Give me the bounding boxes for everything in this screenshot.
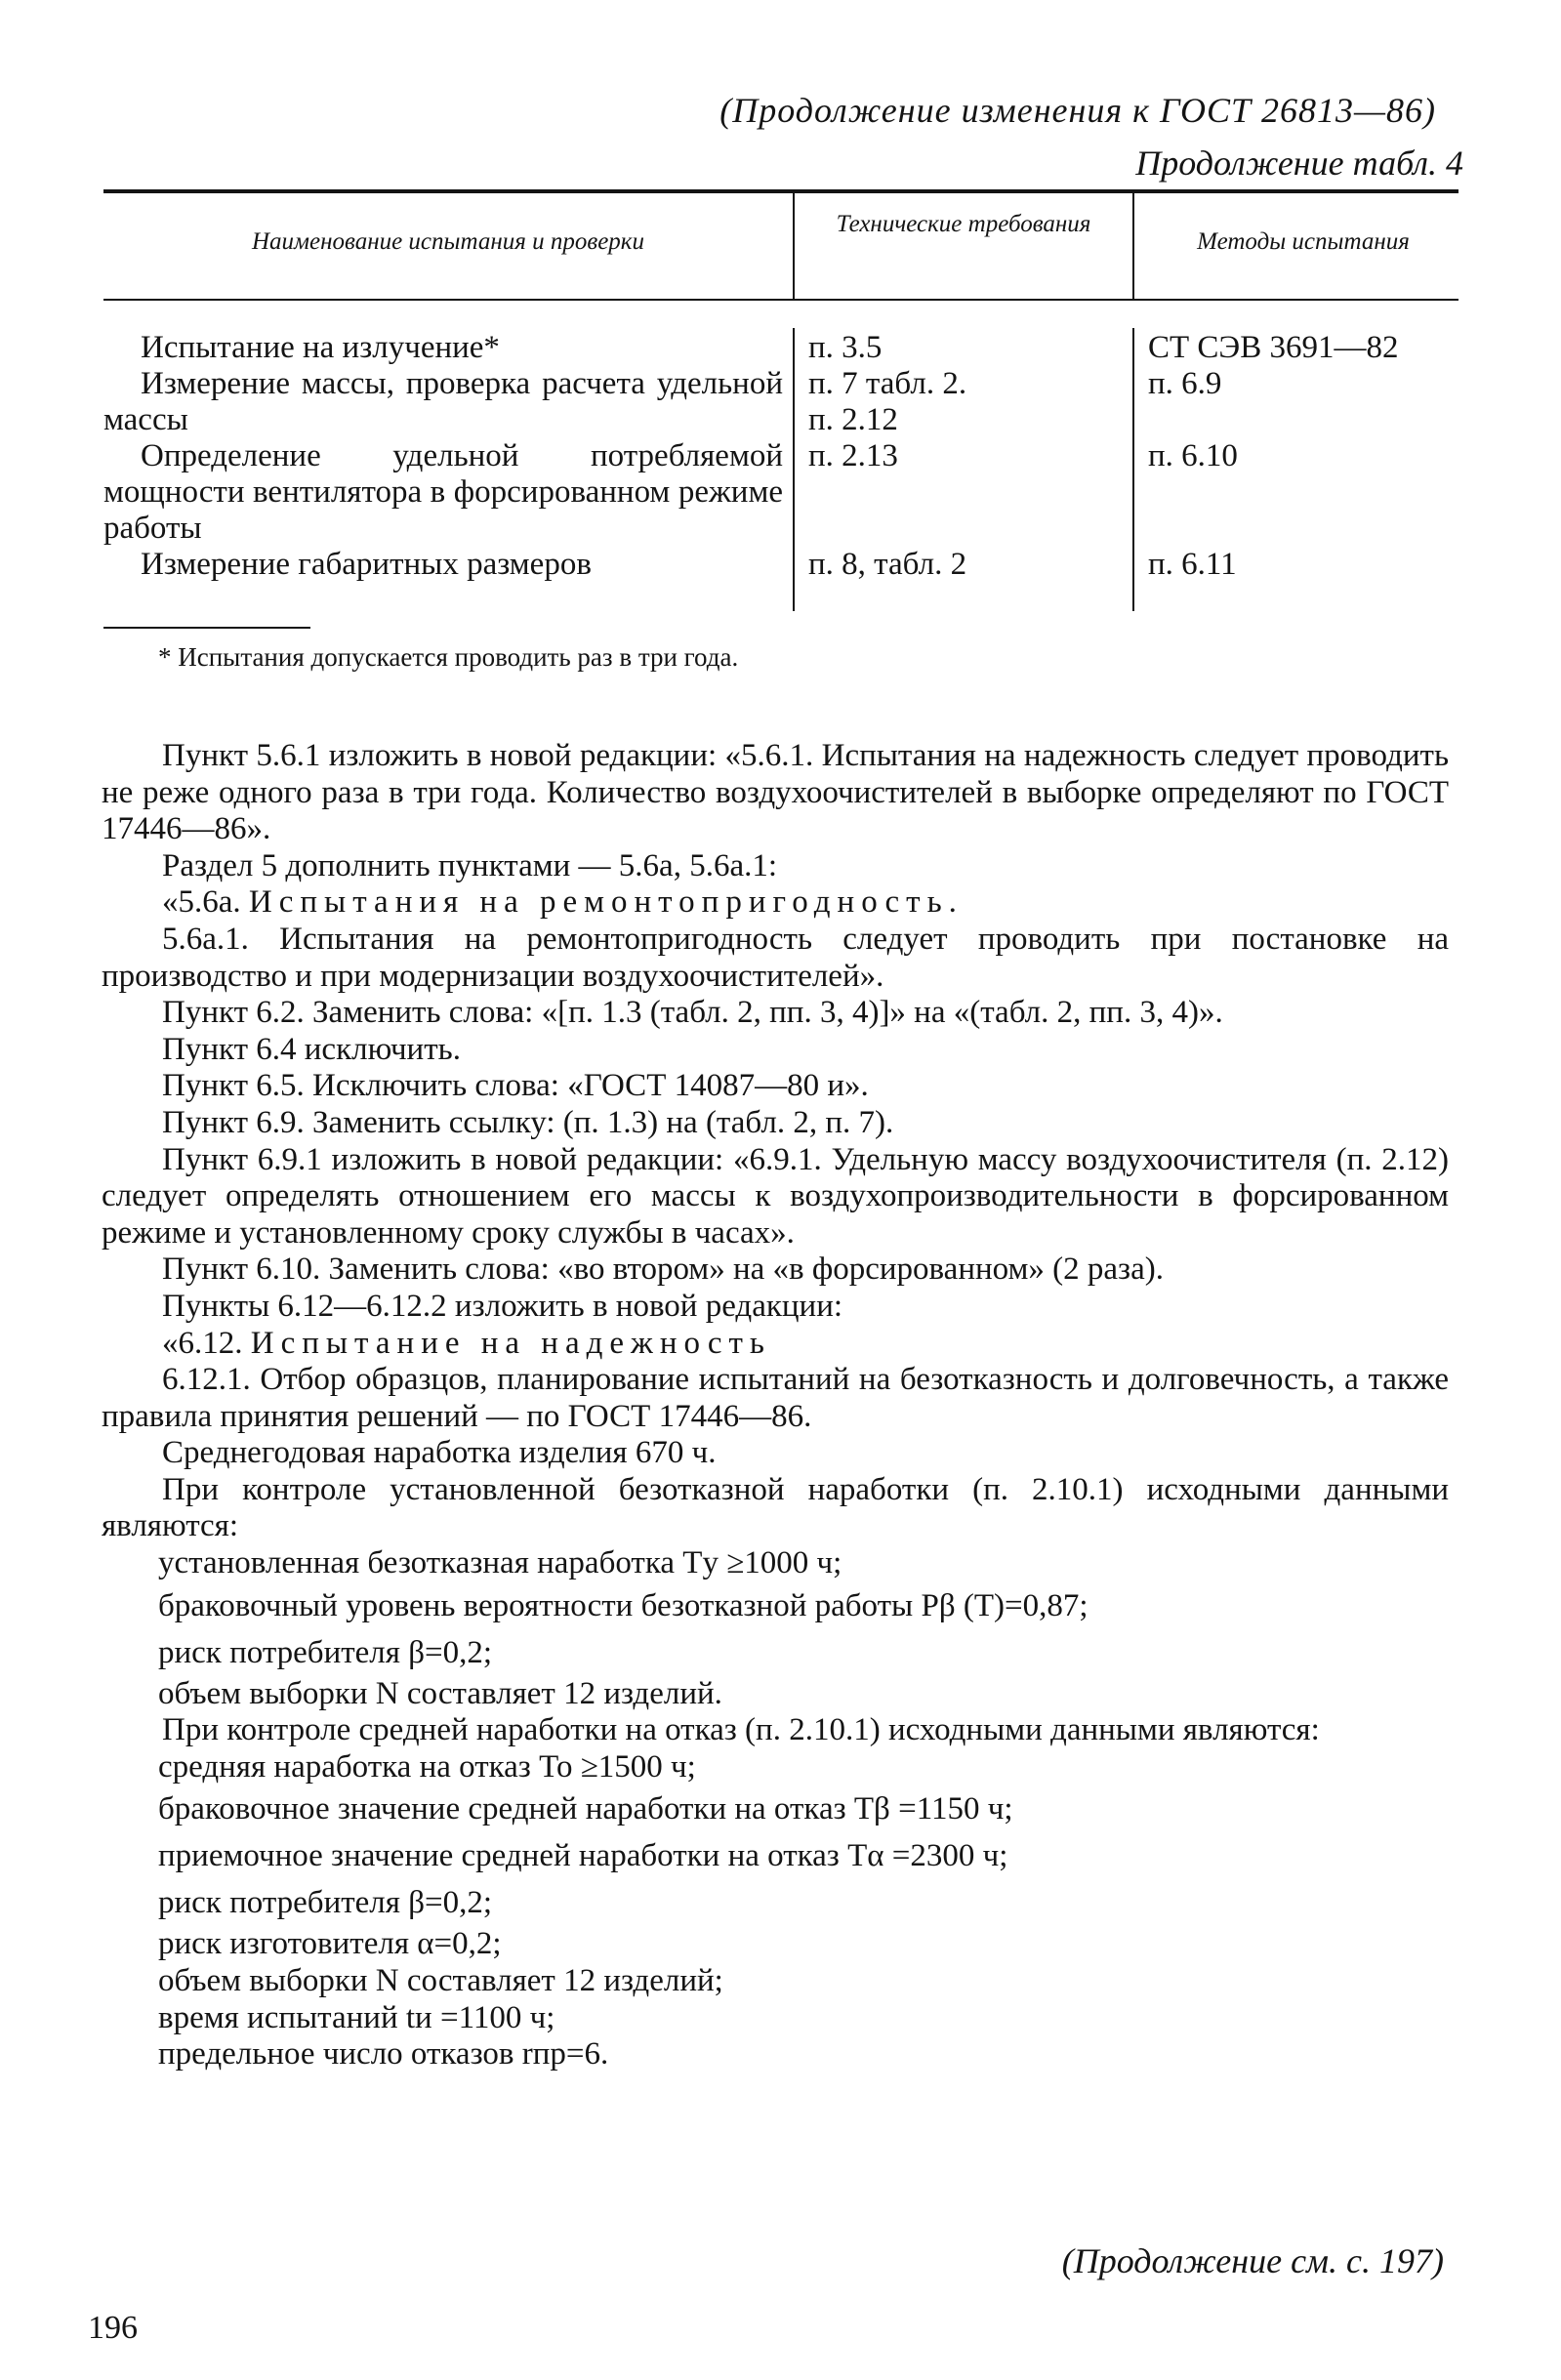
paragraph: При контроле средней наработки на отказ (п. 2.10.1) исходными данными являются:: [162, 1712, 1320, 1748]
table-row-requirement: п. 7 табл. 2.: [808, 366, 967, 401]
change-continuation-header: (Продолжение изменения к ГОСТ 26813—86): [719, 91, 1436, 130]
table-row-name: Измерение массы, проверка расчета удельной массы: [103, 366, 783, 437]
paragraph: Пункт 6.10. Заменить слова: «во втором» на «в форсированном» (2 раза).: [162, 1252, 1164, 1288]
table-row-name: Определение удельной потребляемой мощности вентилятора в форсированном режиме работы: [103, 438, 783, 546]
list-item: объем выборки N составляет 12 изделий;: [158, 1963, 723, 1999]
table-column-divider: [793, 189, 795, 299]
list-item: риск изготовителя α=0,2;: [158, 1926, 502, 1962]
list-item: браковочное значение средней наработки на отказ Tβ =1150 ч;: [158, 1791, 1013, 1827]
table-header-rule: [103, 299, 1458, 301]
next-page-continuation: (Продолжение см. с. 197): [1061, 2241, 1444, 2280]
list-item: приемочное значение средней наработки на отказ Tα =2300 ч;: [158, 1838, 1008, 1874]
paragraph: При контроле установленной безотказной наработки (п. 2.10.1) исходными данными являются:: [102, 1471, 1449, 1544]
table-continuation-label: Продолжение табл. 4: [1135, 144, 1463, 183]
table-footnote: * Испытания допускается проводить раз в три года.: [158, 642, 739, 672]
list-item: браковочный уровень вероятности безотказной работы Pβ (T)=0,87;: [158, 1587, 1089, 1623]
section-heading: [102, 1326, 1449, 1363]
paragraph: Раздел 5 дополнить пунктами — 5.6а, 5.6а.1:: [162, 847, 778, 883]
table-row-method: п. 6.10: [1148, 438, 1238, 473]
paragraph: 5.6а.1. Испытания на ремонтопригодность следует проводить при постановке на производство и при модернизации воздухоочистителей».: [102, 921, 1449, 994]
list-item: объем выборки N составляет 12 изделий.: [158, 1675, 722, 1711]
footnote-rule: [103, 627, 310, 629]
table-column-divider: [1132, 189, 1134, 299]
table-name-column: [103, 330, 783, 583]
section-heading: [102, 884, 1449, 922]
paragraph: Пункт 6.5. Исключить слова: «ГОСТ 14087—80 и».: [162, 1068, 869, 1104]
paragraph: Пункт 6.9. Заменить ссылку: (п. 1.3) на (табл. 2, п. 7).: [162, 1104, 894, 1140]
list-item: средняя наработка на отказ To ≥1500 ч;: [158, 1748, 696, 1785]
paragraph: Пункт 5.6.1 изложить в новой редакции: «5.6.1. Испытания на надежность следует проводить не реже одного раза в три года. Количество воздухоочистителей в выборке определяют по ГОСТ 17446—86».: [102, 738, 1449, 847]
table-row-name: Испытание на излучение*: [141, 330, 500, 365]
table-row-method: п. 6.11: [1148, 547, 1237, 582]
table-row-method: СТ СЭВ 3691—82: [1148, 330, 1399, 365]
list-item: риск потребителя β=0,2;: [158, 1885, 493, 1921]
table-header-methods: Методы испытания: [1197, 228, 1410, 255]
section-number: «6.12.: [162, 1325, 243, 1361]
table-column-divider: [793, 328, 795, 611]
paragraph: Пункт 6.4 исключить.: [162, 1031, 461, 1067]
paragraph: Пункт 6.2. Заменить слова: «[п. 1.3 (табл. 2, пп. 3, 4)]» на «(табл. 2, пп. 3, 4)».: [162, 995, 1223, 1031]
table-row-requirement: п. 2.13: [808, 438, 898, 473]
paragraph: Среднегодовая наработка изделия 670 ч.: [162, 1435, 717, 1471]
list-item: время испытаний tи =1100 ч;: [158, 1999, 555, 2035]
table-row-requirement: п. 2.12: [808, 402, 898, 437]
table-row-requirement: п. 3.5: [808, 330, 883, 365]
table-header-name: Наименование испытания и проверки: [252, 228, 644, 255]
table-top-rule: [103, 189, 1458, 193]
table-column-divider: [1132, 328, 1134, 611]
section-number: «5.6а.: [162, 884, 241, 921]
list-item: предельное число отказов rпр=6.: [158, 2036, 609, 2072]
test-methods-table: [103, 189, 1458, 635]
list-item: риск потребителя β=0,2;: [158, 1634, 493, 1670]
paragraph: Пункты 6.12—6.12.2 изложить в новой редакции:: [162, 1288, 843, 1324]
table-row-requirement: п. 8, табл. 2: [808, 547, 967, 582]
paragraph: Пункт 6.9.1 изложить в новой редакции: «6.9.1. Удельную массу воздухоочистителя (п. 2.12) следует определять отношением его массы к воздухопроизводительности в форсированном режиме и установленному сроку службы в часах».: [102, 1141, 1449, 1251]
amendment-body: [102, 738, 1449, 2073]
page-number: 196: [88, 2310, 138, 2346]
section-title: Испытание на надежность: [250, 1325, 771, 1361]
table-header-requirements: Технические требования: [836, 211, 1091, 237]
list-item: установленная безотказная наработка Tу ≥1000 ч;: [158, 1545, 842, 1581]
table-row-name: Измерение габаритных размеров: [141, 547, 592, 582]
paragraph: 6.12.1. Отбор образцов, планирование испытаний на безотказность и долговечность, а также правила принятия решений — по ГОСТ 17446—86.: [102, 1362, 1449, 1434]
section-title: Испытания на ремонтопригодность.: [248, 884, 964, 921]
table-row-method: п. 6.9: [1148, 366, 1222, 401]
